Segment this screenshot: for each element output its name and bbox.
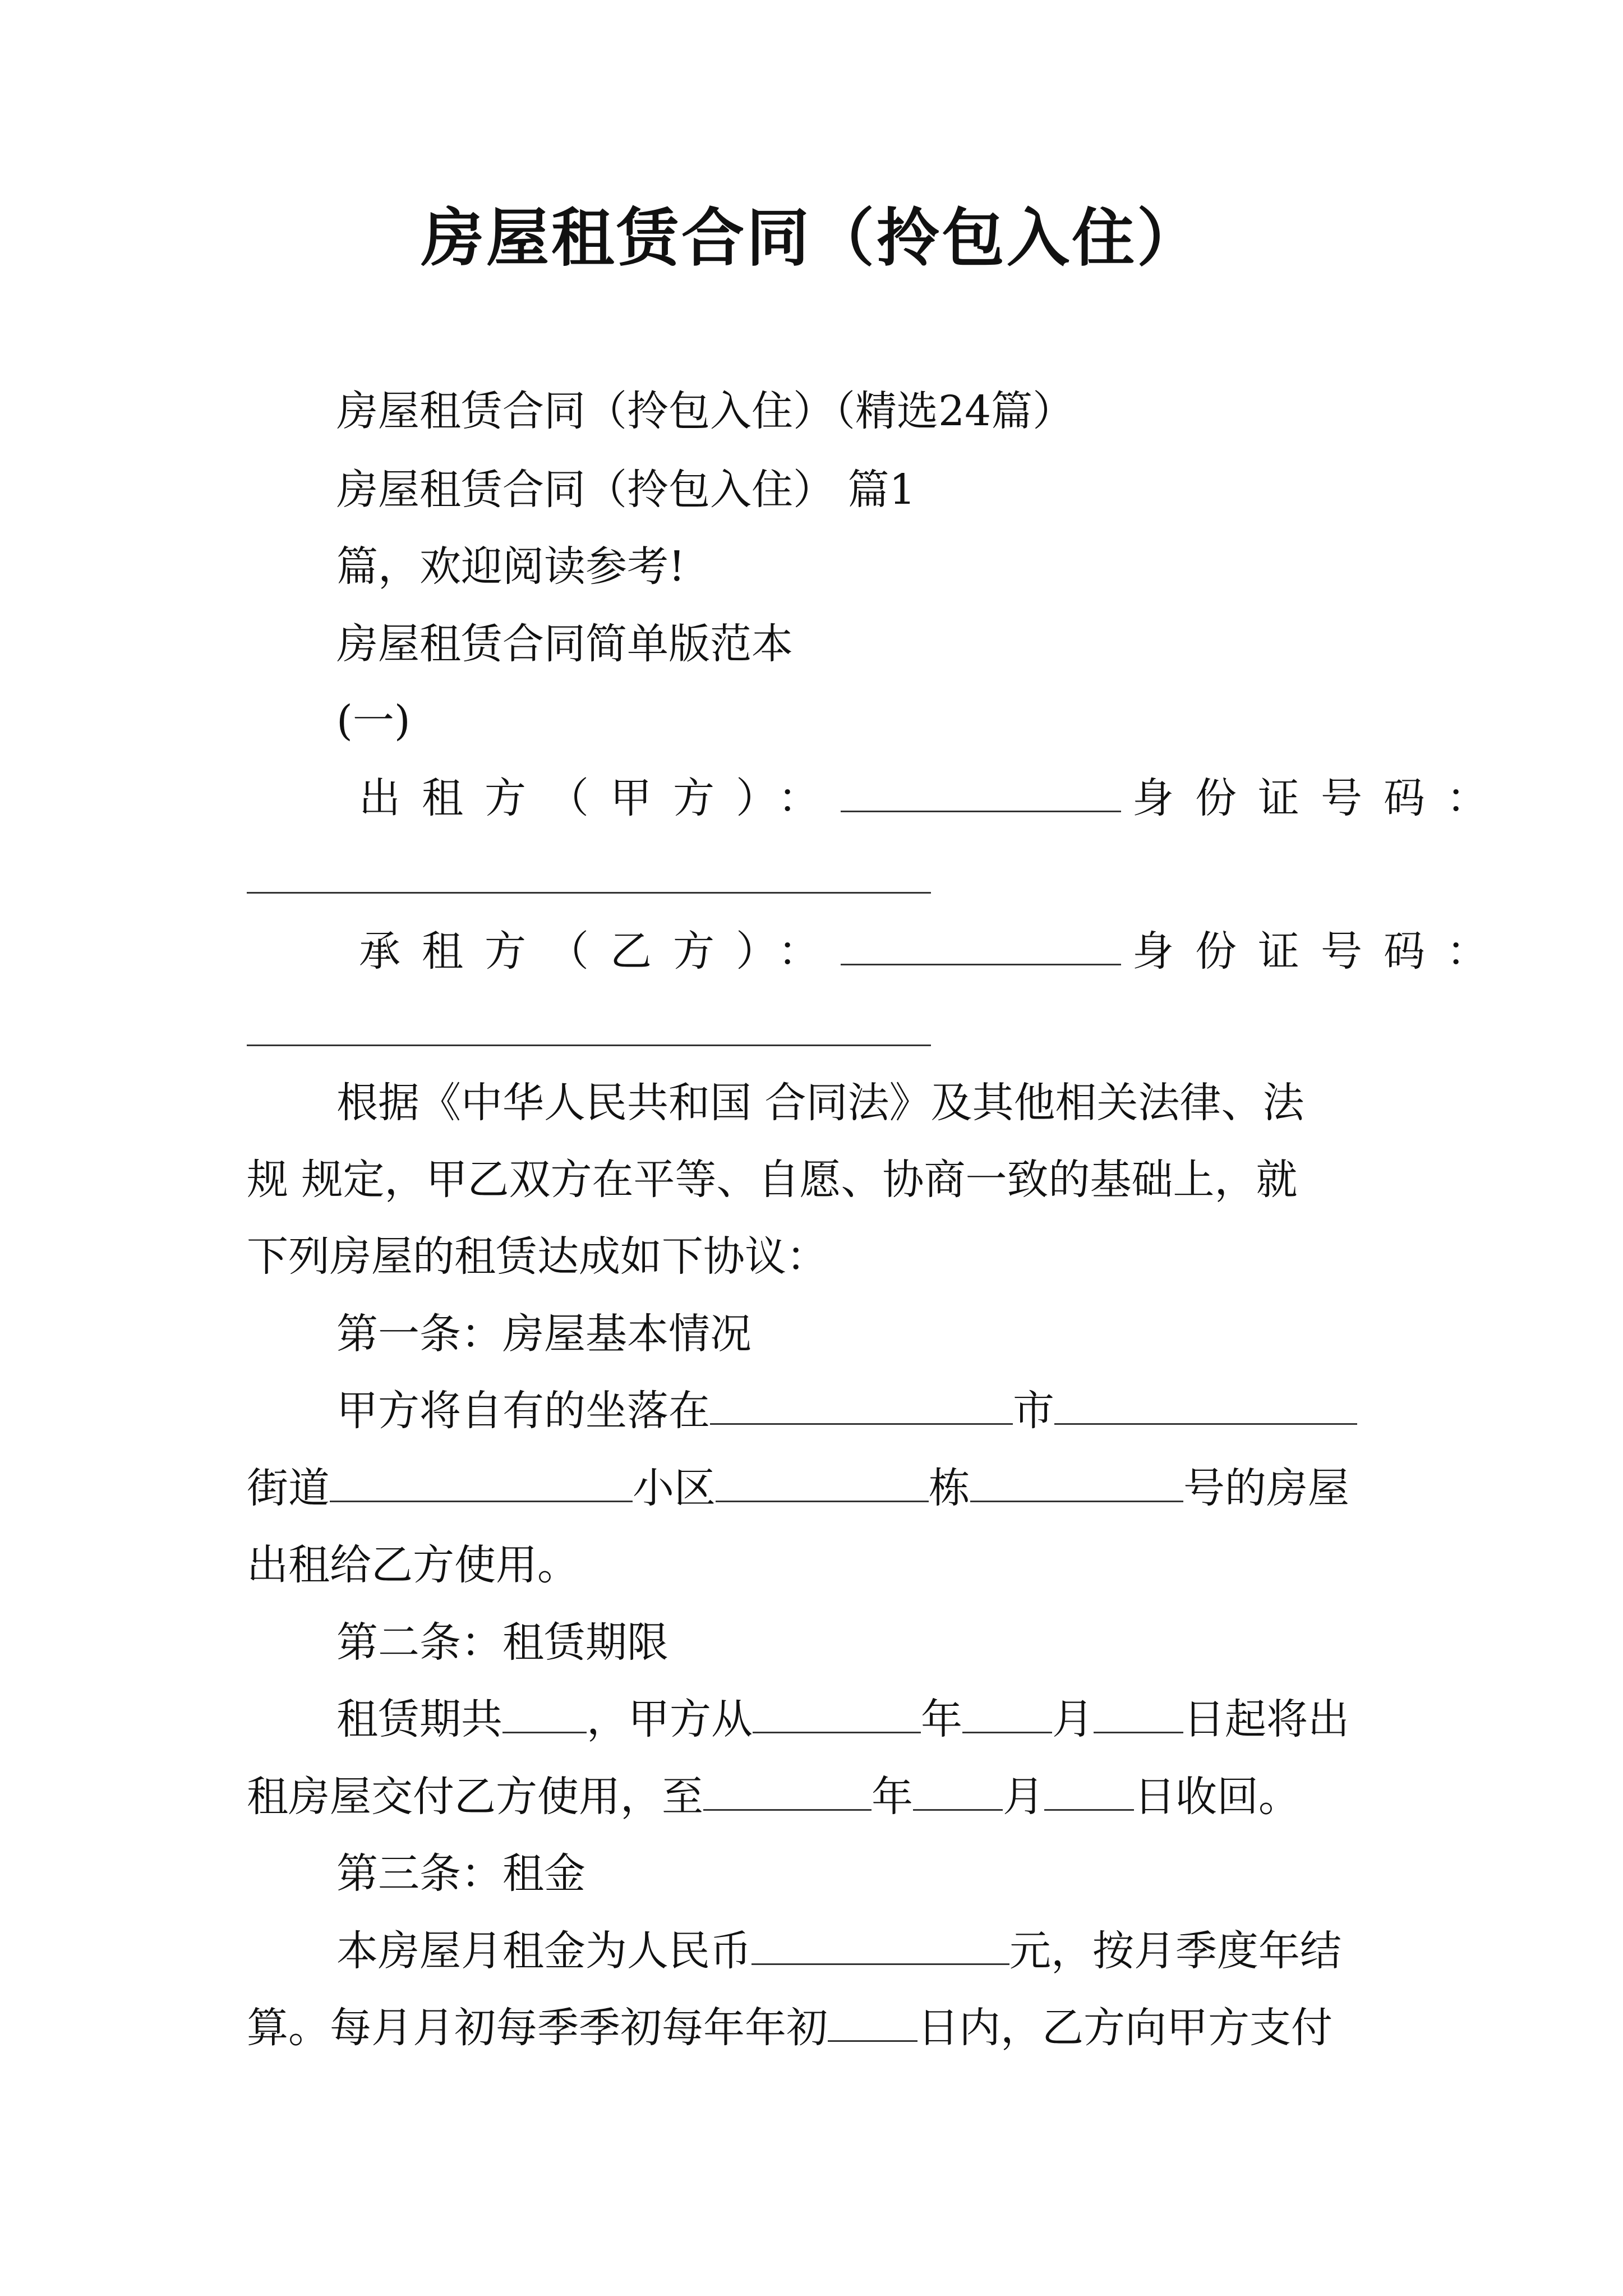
rent-amount-blank <box>751 1926 1009 1965</box>
preamble-line: 下列房屋的租赁达成如下协议： <box>247 1232 828 1281</box>
lessor-label: 出租方（甲方）： <box>359 774 841 822</box>
lessee-id-label: 身份证号码： <box>1132 927 1509 976</box>
text-segment: 栋 <box>929 1464 970 1512</box>
text-segment: 月 <box>1052 1695 1094 1743</box>
text-segment: 年 <box>872 1773 913 1821</box>
start-day-blank <box>1094 1695 1183 1733</box>
lessor-name-blank <box>841 774 1121 812</box>
end-day-blank <box>1044 1772 1134 1811</box>
lessee-label: 承租方（乙方）： <box>359 927 841 976</box>
start-year-blank <box>753 1695 921 1733</box>
article-1-heading: 第一条：房屋基本情况 <box>336 1310 751 1358</box>
document-title: 房屋租赁合同（拎包入住） <box>421 201 1202 275</box>
article-1-line <box>247 1461 1349 1515</box>
intro-line: 篇，欢迎阅读参考! <box>336 542 685 591</box>
building-blank <box>970 1464 1183 1502</box>
text-segment: 号的房屋 <box>1183 1464 1349 1512</box>
text-segment: 市 <box>1013 1387 1054 1435</box>
text-segment: 租赁期共 <box>336 1695 502 1743</box>
text-segment: 街道 <box>247 1464 330 1512</box>
preamble-line: 根据《中华人民共和国 合同法》及其他相关法律、法 <box>336 1079 1304 1127</box>
lessor-id-label: 身份证号码： <box>1132 774 1509 822</box>
start-month-blank <box>962 1695 1052 1733</box>
text-segment: 日起将出 <box>1183 1695 1349 1743</box>
street-blank <box>330 1464 633 1502</box>
text-segment: 本房屋月租金为人民币 <box>336 1927 751 1975</box>
text-segment: 日内，乙方向甲方支付 <box>917 2004 1332 2052</box>
lessee-name-blank <box>841 927 1121 965</box>
article-2-line <box>336 1692 1349 1746</box>
article-2-heading: 第二条：租赁期限 <box>336 1618 668 1667</box>
preamble-line: 规 规定，甲乙双方在平等、自愿、协商一致的基础上，就 <box>247 1156 1298 1204</box>
city-blank <box>710 1386 1013 1425</box>
article-2-line <box>247 1770 1300 1824</box>
subtitle-line: 房屋租赁合同（拎包入住）（精选24篇） <box>336 387 1075 435</box>
end-year-blank <box>703 1772 872 1811</box>
end-month-blank <box>913 1772 1003 1811</box>
lessor-id-blank <box>247 892 931 894</box>
lessee-id-blank <box>247 1045 931 1046</box>
text-segment: 小区 <box>633 1464 716 1512</box>
template-heading: 房屋租赁合同简单版范本 <box>336 620 793 668</box>
text-segment: 算。每月月初每季季初每年年初 <box>247 2004 828 2052</box>
text-segment: 租房屋交付乙方使用，至 <box>247 1773 703 1821</box>
text-segment: 月 <box>1003 1773 1044 1821</box>
text-segment: ，甲方从 <box>587 1695 753 1743</box>
part-number: (一) <box>336 697 411 745</box>
community-blank <box>716 1464 929 1502</box>
text-segment: 年 <box>921 1695 962 1743</box>
text-segment: 元，按月季度年结 <box>1009 1927 1341 1975</box>
lessee-line <box>359 924 1509 978</box>
term-blank <box>502 1695 587 1733</box>
article-1-line: 出租给乙方使用。 <box>247 1541 579 1589</box>
article-3-line <box>336 1924 1341 1978</box>
lessor-line <box>359 771 1509 825</box>
section-heading: 房屋租赁合同（拎包入住） 篇1 <box>336 466 916 514</box>
payment-days-blank <box>828 2003 917 2042</box>
article-3-heading: 第三条：租金 <box>336 1849 585 1898</box>
text-segment: 甲方将自有的坐落在 <box>336 1387 710 1435</box>
article-3-line <box>247 2001 1332 2055</box>
article-1-line <box>336 1384 1357 1438</box>
text-segment: 日收回。 <box>1134 1773 1300 1821</box>
district-blank <box>1054 1386 1357 1425</box>
